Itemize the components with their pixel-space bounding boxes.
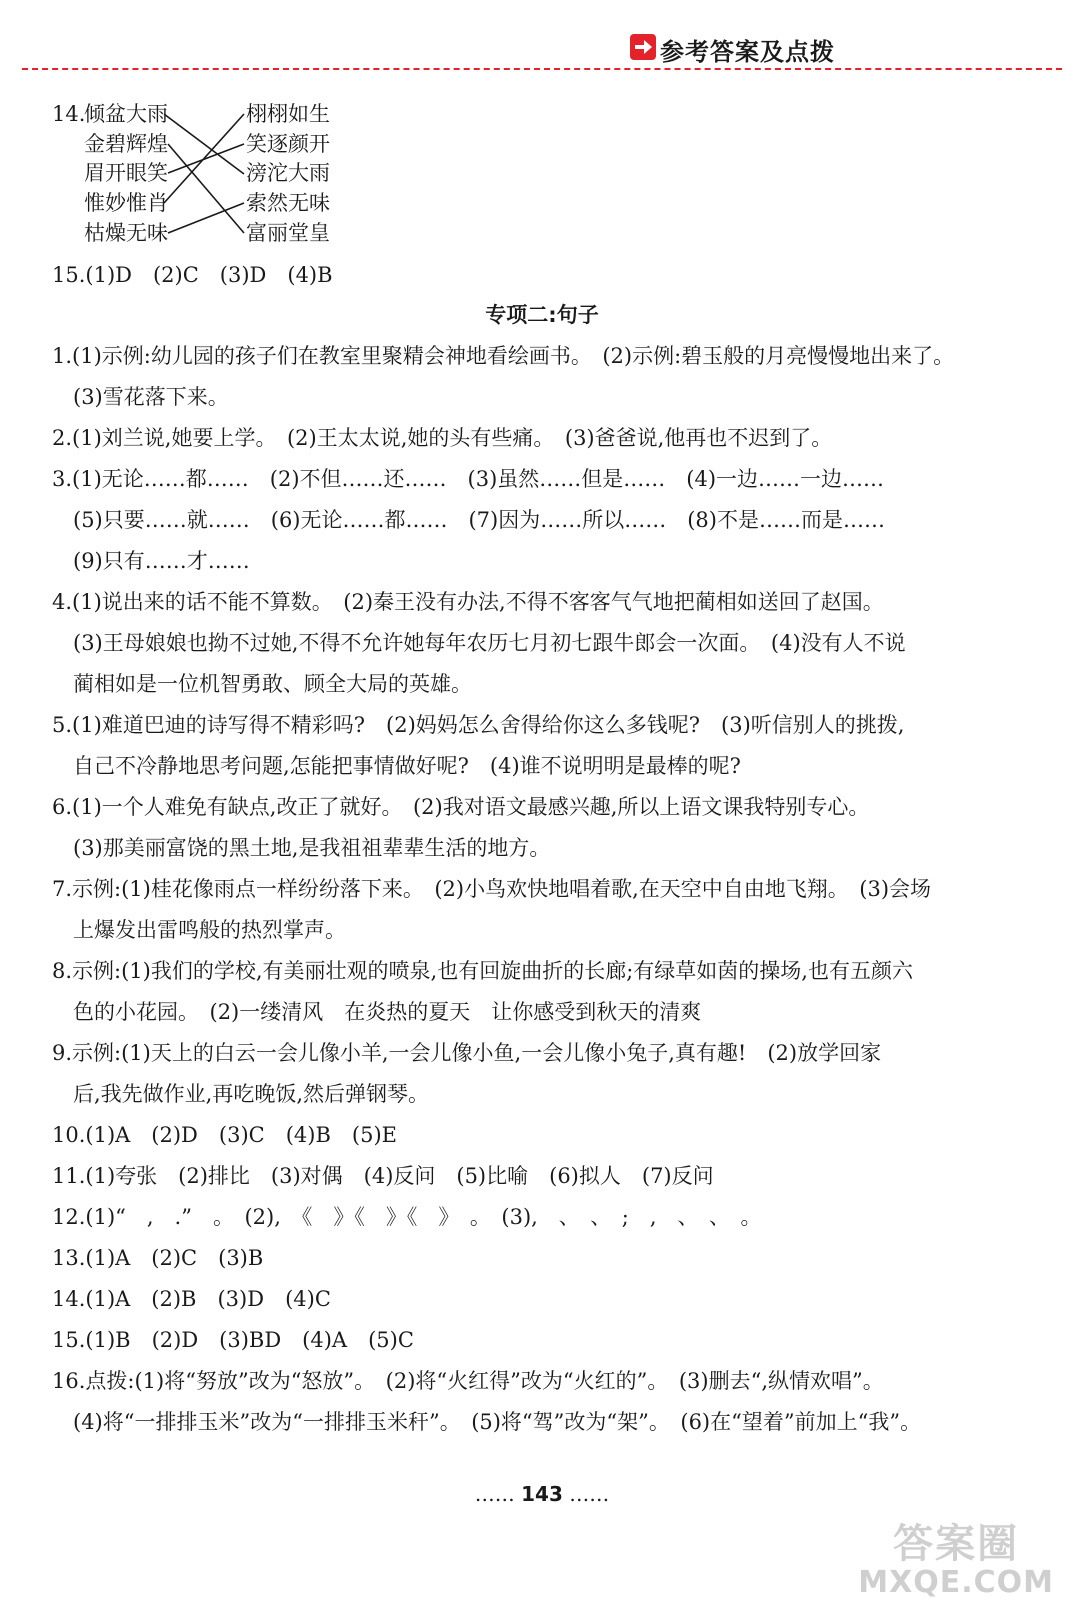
watermark-line1: 答案圈 [893, 1521, 1020, 1567]
answer-line: (3)雪花落下来。 [52, 385, 229, 409]
section-title: 专项二:句子 [485, 303, 599, 327]
watermark-logo [858, 1512, 1054, 1600]
answer-line: (9)只有……才…… [52, 549, 250, 573]
match-right-1: 栩栩如生 [246, 102, 330, 126]
answer-line: 15.(1)B (2)D (3)BD (4)A (5)C [52, 1328, 414, 1352]
page-number: 143 [521, 1482, 563, 1506]
answer-line: 自己不冷静地思考问题,怎能把事情做好呢? (4)谁不说明明是最棒的呢? [52, 754, 741, 778]
match-right-3: 滂沱大雨 [246, 161, 330, 185]
match-left-2: 金碧辉煌 [84, 132, 168, 156]
answer-line: 10.(1)A (2)D (3)C (4)B (5)E [52, 1123, 397, 1147]
match-left-5: 枯燥无味 [84, 221, 168, 245]
page-dots-right: …… [569, 1482, 610, 1506]
answer-line: 11.(1)夸张 (2)排比 (3)对偶 (4)反问 (5)比喻 (6)拟人 (7)反问 [52, 1164, 714, 1188]
answer-line: 7.示例:(1)桂花像雨点一样纷纷落下来。 (2)小鸟欢快地唱着歌,在天空中自由地飞翔。 (3)会场 [52, 877, 932, 901]
answer-line: 6.(1)一个人难免有缺点,改正了就好。 (2)我对语文最感兴趣,所以上语文课我特别专心。 [52, 795, 870, 819]
match-line-4 [164, 114, 244, 203]
answer-line: (5)只要……就…… (6)无论……都…… (7)因为……所以…… (8)不是……而是…… [52, 508, 885, 532]
answer-line: 色的小花园。 (2)一缕清风 在炎热的夏天 让你感受到秋天的清爽 [52, 1000, 702, 1024]
answer-line: 上爆发出雷鸣般的热烈掌声。 [52, 918, 346, 942]
answer-line: (4)将“一排排玉米”改为“一排排玉米秆”。 (5)将“驾”改为“架”。 (6)在“望着”前加上“我”。 [52, 1410, 922, 1434]
answer-line: 14.(1)A (2)B (3)D (4)C [52, 1287, 331, 1311]
answer-line: 9.示例:(1)天上的白云一会儿像小羊,一会儿像小鱼,一会儿像小兔子,真有趣! (2)放学回家 [52, 1041, 882, 1065]
match-left-3: 眉开眼笑 [84, 161, 168, 185]
answer-line: 8.示例:(1)我们的学校,有美丽壮观的喷泉,也有回旋曲折的长廊;有绿草如茵的操场,也有五颜六 [52, 959, 913, 983]
answer-line: 12.(1)“ , .” 。 (2), 《 》《 》《 》 。 (3), 、 、 ; , 、 、 。 [52, 1205, 762, 1229]
q14-label: 14. [52, 102, 86, 126]
answer-line: 3.(1)无论……都…… (2)不但……还…… (3)虽然……但是…… (4)一边……一边…… [52, 467, 885, 491]
answer-line: 5.(1)难道巴迪的诗写得不精彩吗? (2)妈妈怎么舍得给你这么多钱呢? (3)听信别人的挑拨, [52, 713, 905, 737]
match-right-4: 索然无味 [246, 191, 330, 215]
match-line-5 [168, 203, 244, 233]
watermark-line2: MXQE.COM [858, 1565, 1054, 1600]
match-right-2: 笑逐颜开 [246, 132, 330, 156]
answer-line: (3)那美丽富饶的黑土地,是我祖祖辈辈生活的地方。 [52, 836, 551, 860]
answer-line: 13.(1)A (2)C (3)B [52, 1246, 264, 1270]
match-left-4: 惟妙惟肖 [84, 191, 168, 215]
answer-line: 2.(1)刘兰说,她要上学。 (2)王太太说,她的头有些痛。 (3)爸爸说,他再也不迟到了。 [52, 426, 833, 450]
match-lines [0, 0, 1084, 260]
page-dots-left: …… [474, 1482, 515, 1506]
header-title: 参考答案及点拨 [660, 38, 835, 66]
answer-line: (3)王母娘娘也拗不过她,不得不允许她每年农历七月初七跟牛郎会一次面。 (4)没有人不说 [52, 631, 906, 655]
answer-line: 1.(1)示例:幼儿园的孩子们在教室里聚精会神地看绘画书。 (2)示例:碧玉般的月亮慢慢地出来了。 [52, 344, 955, 368]
answer-line: 蔺相如是一位机智勇敢、顾全大局的英雄。 [52, 672, 472, 696]
answer-line: 16.点拨:(1)将“努放”改为“怒放”。 (2)将“火红得”改为“火红的”。 (3)删去“,纵情欢唱”。 [52, 1369, 884, 1393]
answer-line: 后,我先做作业,再吃晚饭,然后弹钢琴。 [52, 1082, 430, 1106]
match-left-1: 倾盆大雨 [84, 102, 168, 126]
q15-answer: 15.(1)D (2)C (3)D (4)B [52, 263, 333, 287]
answer-line: 4.(1)说出来的话不能不算数。 (2)秦王没有办法,不得不客客气气地把蔺相如送回了赵国。 [52, 590, 884, 614]
match-line-1 [164, 114, 244, 174]
match-right-5: 富丽堂皇 [246, 221, 330, 245]
page-number-block [0, 1482, 1084, 1506]
